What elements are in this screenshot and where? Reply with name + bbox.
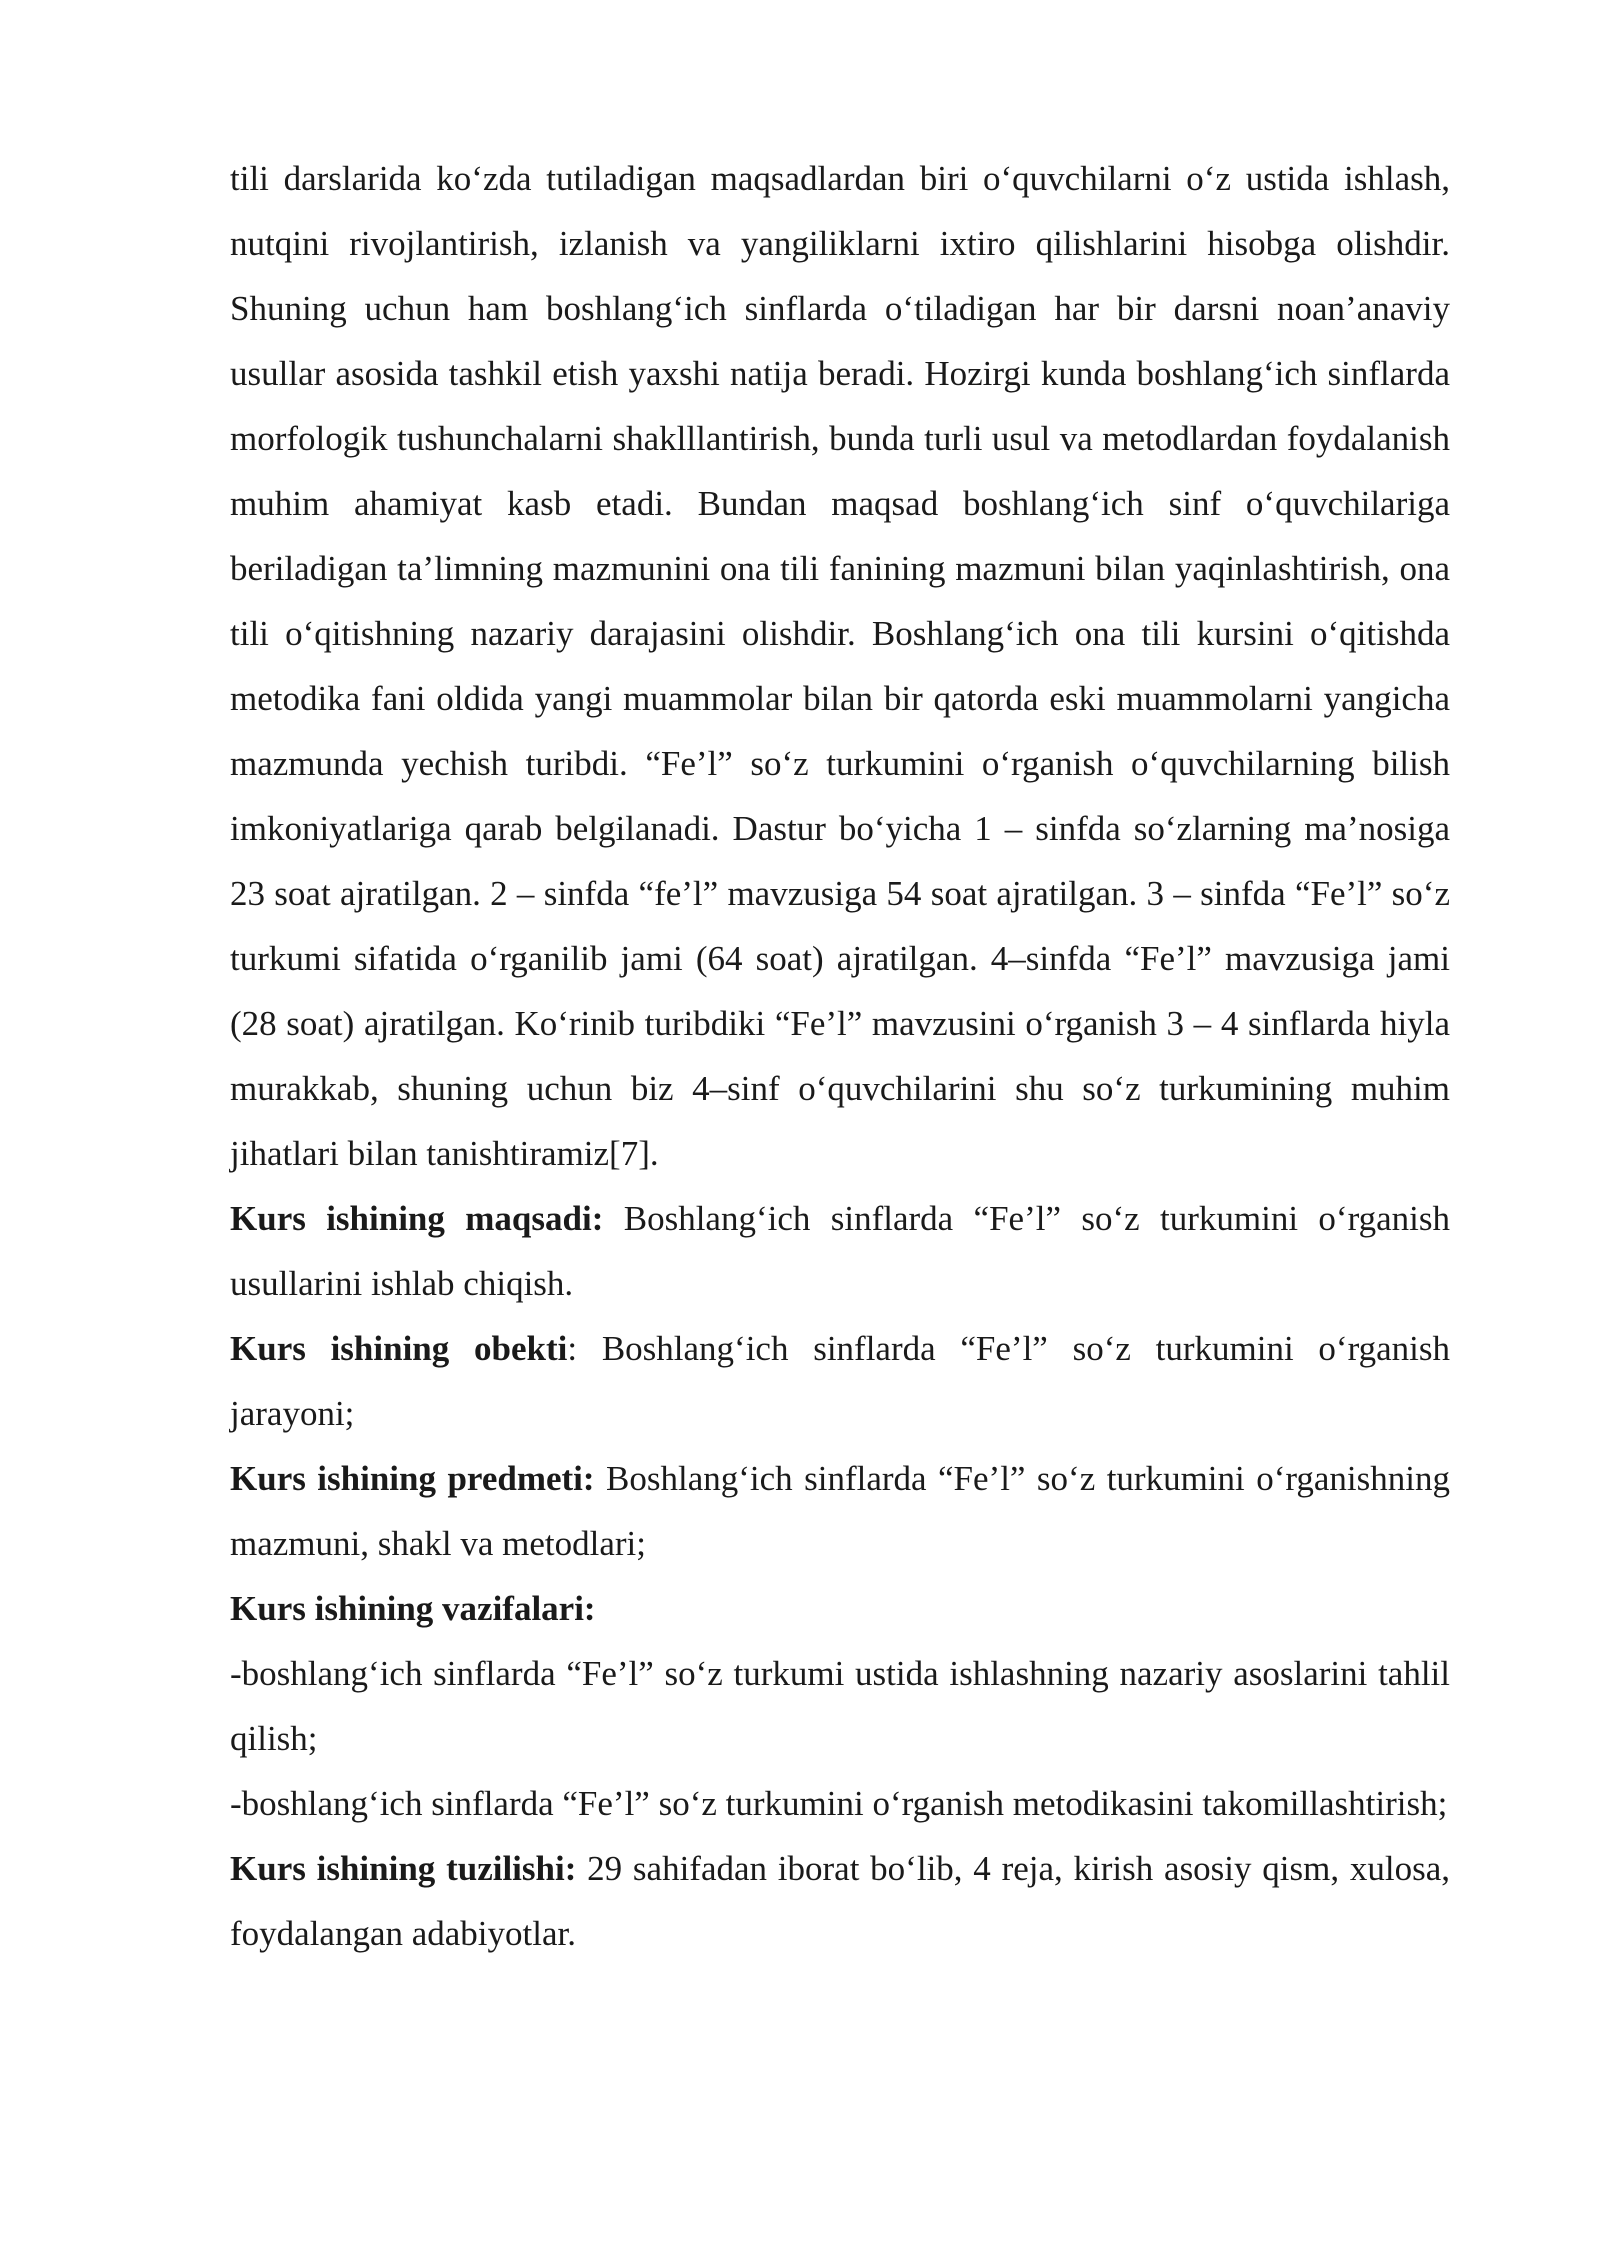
document-page (230, 146, 1450, 1966)
task-item: -boshlang‘ich sinflarda “Fe’l” so‘z turkumi ustida ishlashning nazariy asoslarini tahlil qilish; (230, 1654, 1450, 1758)
object-text: : Boshlang‘ich sinflarda “Fe’l” so‘z turkumini o‘rganish jarayoni; (230, 1329, 1450, 1433)
subject-paragraph (230, 1446, 1450, 1576)
object-label: Kurs ishining obekti (230, 1329, 568, 1368)
goal-paragraph (230, 1186, 1450, 1316)
goal-label: Kurs ishining maqsadi: (230, 1199, 604, 1238)
task-item: -boshlang‘ich sinflarda “Fe’l” so‘z turkumini o‘rganish metodikasini takomillashtirish; (230, 1784, 1448, 1823)
structure-paragraph (230, 1836, 1450, 1966)
object-paragraph (230, 1316, 1450, 1446)
tasks-label: Kurs ishining vazifalari: (230, 1589, 596, 1628)
tasks-heading (230, 1576, 1450, 1641)
structure-label: Kurs ishining tuzilishi: (230, 1849, 577, 1888)
subject-text: Boshlang‘ich sinflarda “Fe’l” so‘z turkumini o‘rganishning mazmuni, shakl va metodlari; (230, 1459, 1450, 1563)
intro-paragraph: tili darslarida ko‘zda tutiladigan maqsadlardan biri o‘quvchilarni o‘z ustida ishlash, nutqini rivojlantirish, izlanish va yangiliklarni ixtiro qilishlarini hisobga olishdir. Shuning uchun ham boshlang‘ich sinflarda o‘tiladigan har bir darsni noan’anaviy usullar asosida tashkil etish yaxshi natija beradi. Hozirgi kunda boshlang‘ich sinflarda morfologik tushunchalarni shaklllantirish, bunda turli usul va metodlardan foydalanish muhim ahamiyat kasb etadi. Bundan maqsad boshlang‘ich sinf o‘quvchilariga beriladigan ta’limning mazmunini ona tili fanining mazmuni bilan yaqinlashtirish, ona tili o‘qitishning nazariy darajasini olishdir. Boshlang‘ich ona tili kursini o‘qitishda metodika fani oldida yangi muammolar bilan bir qatorda eski muammolarni yangicha mazmunda yechish turibdi. “Fe’l” so‘z turkumini o‘rganish o‘quvchilarning bilish imkoniyatlariga qarab belgilanadi. Dastur bo‘yicha 1 – sinfda so‘zlarning ma’nosiga 23 soat ajratilgan. 2 – sinfda “fe’l” mavzusiga 54 soat ajratilgan. 3 – sinfda “Fe’l” so‘z turkumi sifatida o‘rganilib jami (64 soat) ajratilgan. 4–sinfda “Fe’l” mavzusiga jami (28 soat) ajratilgan. Ko‘rinib turibdiki “Fe’l” mavzusini o‘rganish 3 – 4 sinflarda hiyla murakkab, shuning uchun biz 4–sinf o‘quvchilarini shu so‘z turkumining muhim jihatlari bilan tanishtiramiz[7]. (230, 159, 1450, 1173)
goal-text: Boshlang‘ich sinflarda “Fe’l” so‘z turkumini o‘rganish usullarini ishlab chiqish. (230, 1199, 1450, 1303)
structure-text: 29 sahifadan iborat bo‘lib, 4 reja, kirish asosiy qism, xulosa, foydalangan adabiyotlar. (230, 1849, 1451, 1953)
subject-label: Kurs ishining predmeti: (230, 1459, 595, 1498)
